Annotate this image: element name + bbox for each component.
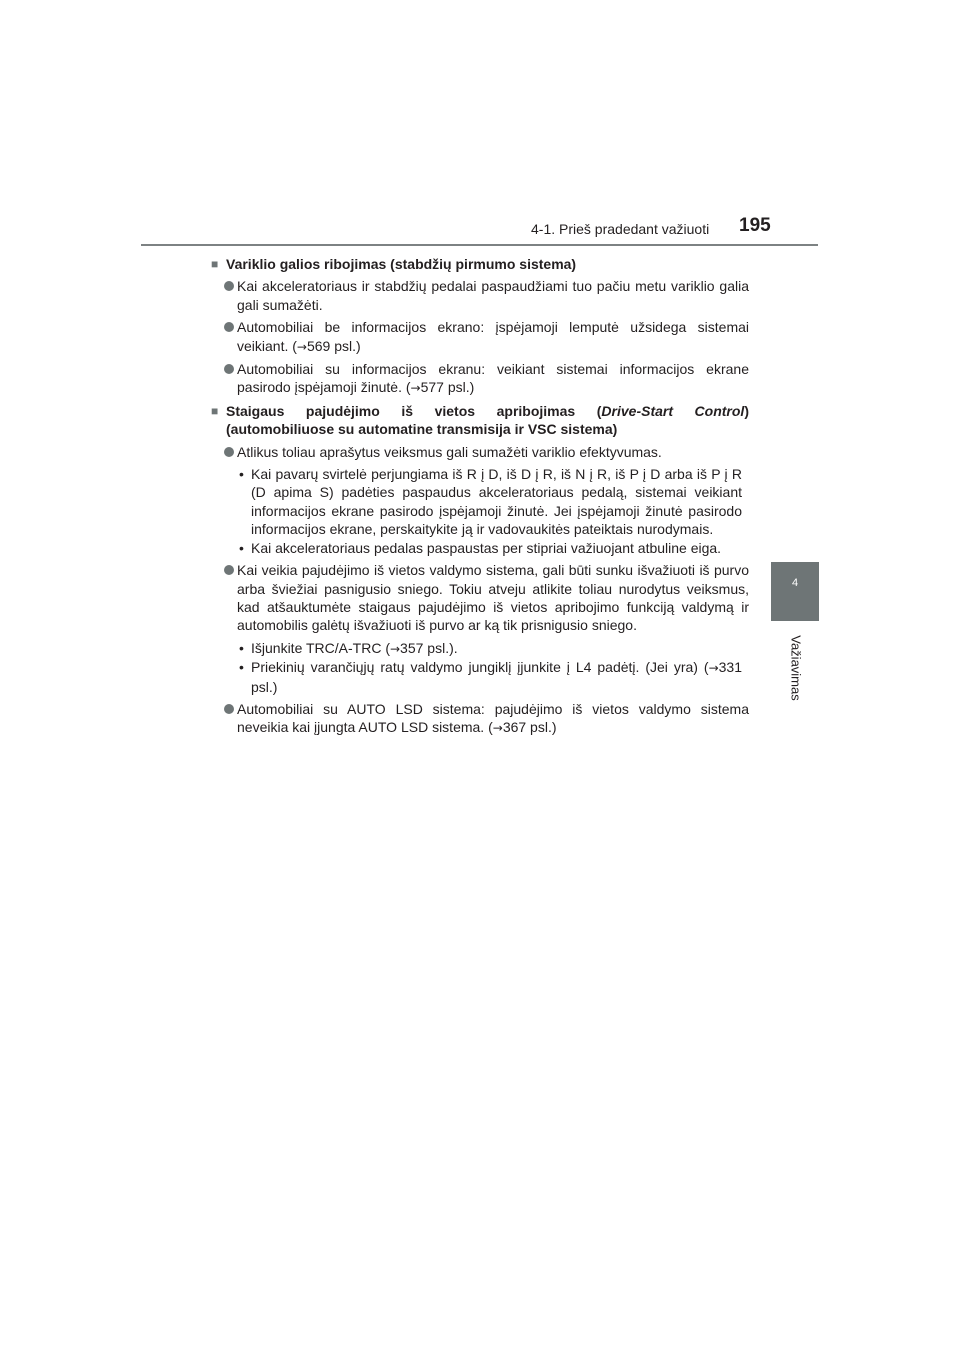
right-arrow-icon: → — [410, 381, 421, 396]
sub-list-item — [211, 658, 749, 696]
list-item-text: Automobiliai su AUTO LSD sistema: pajudėjimo iš vietos valdymo sistema neveikia kai įjungta AUTO LSD sistema. ( — [237, 700, 749, 736]
right-arrow-icon: → — [708, 661, 719, 676]
list-item — [211, 318, 749, 356]
sub-list-item-text: Kai pavarų svirtelė perjungiama iš R į D, iš D į R, iš N į R, iš P į D arba iš P į R (D apima S) padėties paspaudus akceleratoriaus pedalą, sistemai veikiant informacijos ekrane pasirodo įspėjamoji žinutė. Jei įspėjamoji žinutė pasirodo informacijos ekrane, perskaitykite ją ir vadovaukitės pateiktais nurodymais. — [251, 466, 742, 538]
section-heading — [211, 255, 749, 273]
dot-bullet-icon: • — [239, 466, 244, 483]
list-item — [211, 360, 749, 398]
list-item — [211, 443, 749, 461]
page-content — [211, 255, 749, 742]
page-reference-link[interactable]: 357 psl.). — [400, 639, 458, 656]
list-item-text: Atlikus toliau aprašytus veiksmus gali sumažėti variklio efektyvumas. — [237, 443, 662, 460]
dot-bullet-icon: • — [239, 639, 244, 656]
page-reference-link[interactable]: 569 psl.) — [306, 337, 361, 354]
page-reference-link[interactable]: 577 psl.) — [420, 379, 475, 396]
sub-list-item — [211, 639, 749, 658]
heading-text: Variklio galios ribojimas (stabdžių pirmumo sistema) — [226, 256, 577, 272]
list-item — [211, 561, 749, 635]
sub-list-item-text: Kai akceleratoriaus pedalas paspaustas per stipriai važiuojant atbuline eiga. — [251, 539, 722, 556]
circle-bullet-icon — [224, 447, 234, 457]
dot-bullet-icon: • — [239, 659, 244, 676]
circle-bullet-icon — [224, 281, 234, 291]
sub-list-item-text: Priekinių varančiųjų ratų valdymo jungiklį įjunkite į L4 padėtį. (Jei yra) ( — [251, 659, 709, 676]
right-arrow-icon: → — [389, 641, 401, 656]
circle-bullet-icon — [224, 704, 234, 714]
sub-list-item — [211, 465, 749, 539]
chapter-tab[interactable] — [771, 562, 819, 621]
square-bullet-icon: ■ — [211, 403, 219, 418]
section-heading — [211, 402, 749, 439]
list-item — [211, 700, 749, 738]
sub-list — [211, 639, 749, 696]
heading-text: ) (automobiliuose su automatine transmisija ir VSC sistema) — [226, 402, 749, 438]
section-title: 4-1. Prieš pradedant važiuoti — [531, 221, 710, 237]
list-item-text: Automobiliai su informacijos ekranu: veikiant sistemai informacijos ekrane pasirodo įspėjamoji žinutė. ( — [237, 361, 749, 396]
chapter-number: 4 — [791, 577, 799, 589]
page-number: 195 — [739, 215, 771, 236]
circle-bullet-icon — [224, 565, 234, 575]
circle-bullet-icon — [224, 322, 234, 332]
right-arrow-icon: → — [296, 339, 307, 354]
list-item-text: Kai akceleratoriaus ir stabdžių pedalai paspaudžiami tuo pačiu metu variklio galia gali sumažėti. — [237, 278, 749, 313]
list-item — [211, 277, 749, 314]
list-item-text: Kai veikia pajudėjimo iš vietos valdymo sistema, gali būti sunku išvažiuoti iš purvo arba šviežiai pasnigusio sniego. Tokiu atveju atlikite toliau nurodytus veiksmus, kad atšauktumėte staigaus pajudėjimo iš vietos apribojimo funkciją valdymą ir automobilis galėtų išvažiuoti iš purvo ar ką tik prisnigusio sniego. — [237, 562, 749, 634]
sub-list-item — [211, 539, 749, 557]
dot-bullet-icon: • — [239, 539, 244, 556]
heading-text: Staigaus pajudėjimo iš vietos apribojimas ( — [226, 402, 602, 419]
header-divider — [141, 244, 818, 246]
circle-bullet-icon — [224, 364, 234, 374]
heading-emphasis: Drive-Start Control — [601, 402, 745, 419]
page-reference-link[interactable]: 331 psl.) — [251, 659, 742, 695]
page-header — [0, 0, 960, 250]
page-reference-link[interactable]: 367 psl.) — [502, 719, 557, 736]
sub-list — [211, 465, 749, 557]
right-arrow-icon: → — [492, 721, 503, 736]
sub-list-item-text: Išjunkite TRC/A-TRC ( — [251, 639, 390, 656]
square-bullet-icon: ■ — [211, 257, 219, 271]
chapter-label: Važiavimas — [788, 635, 804, 701]
list-item-text: Automobiliai be informacijos ekrano: įspėjamoji lemputė užsidega sistemai veikiant. ( — [237, 319, 749, 354]
